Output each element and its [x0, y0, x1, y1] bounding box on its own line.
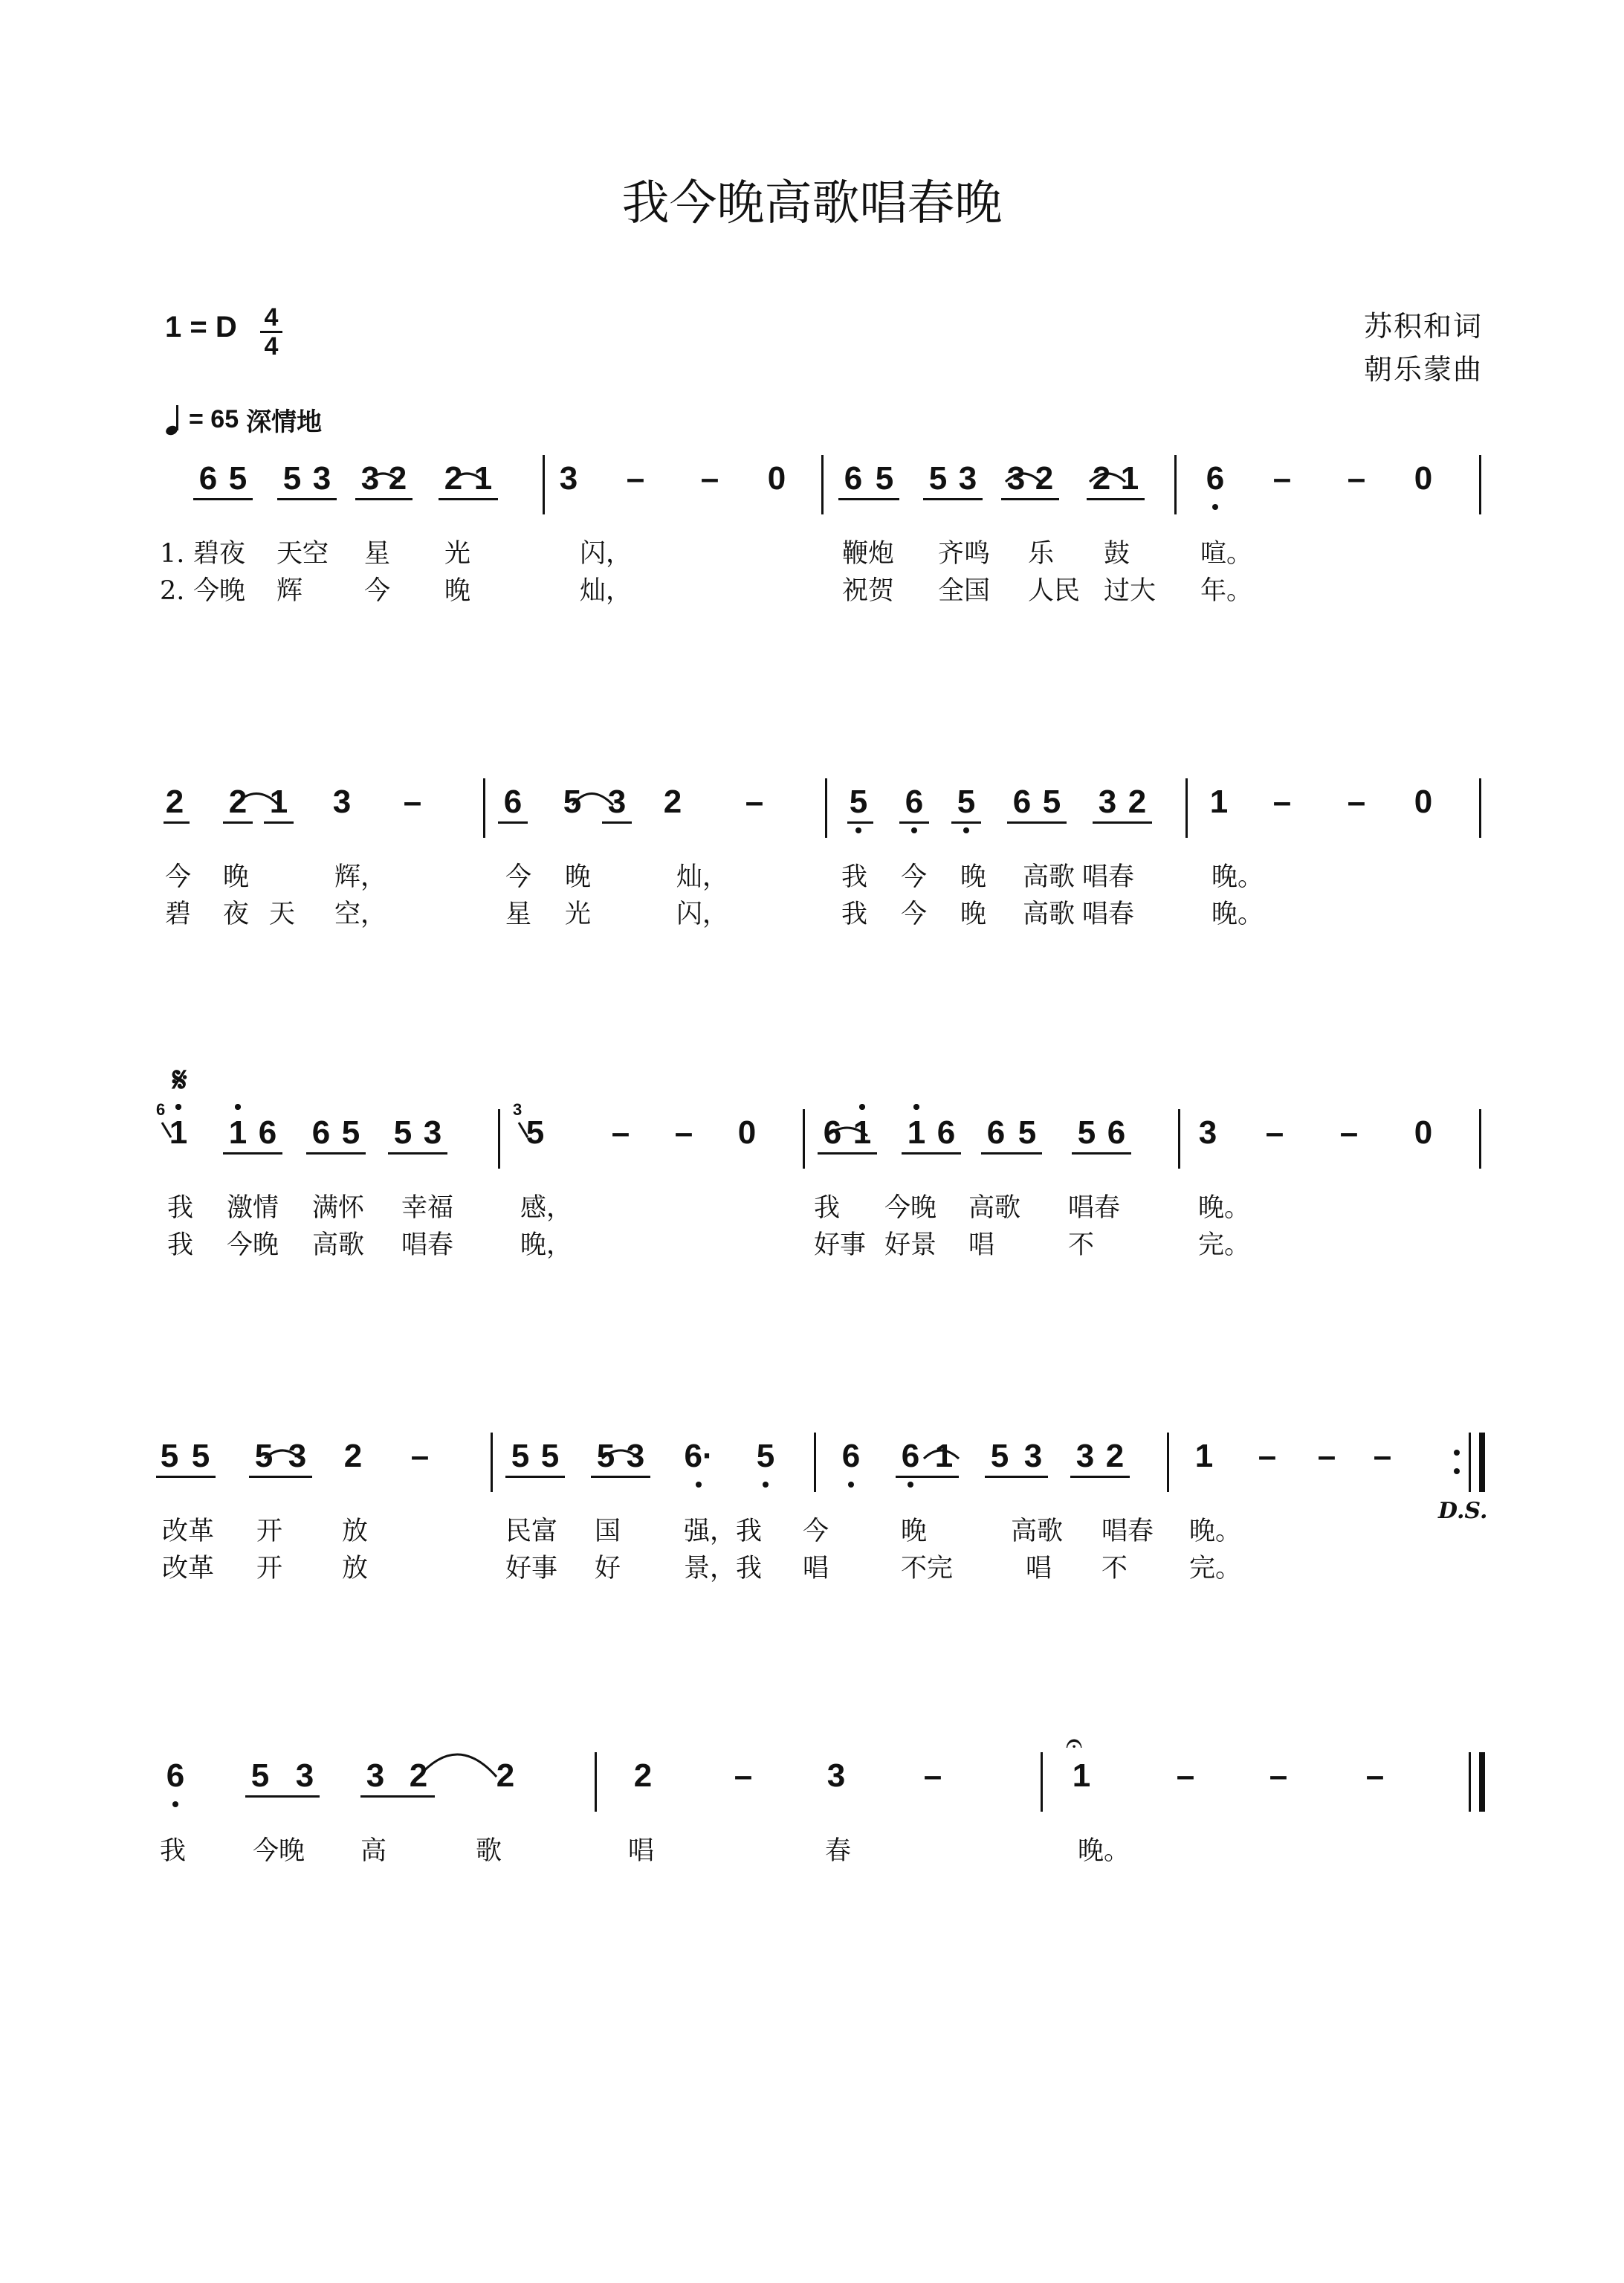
lyric-verse-2: 晚， — [520, 1230, 573, 1260]
lyric-verse-1: 春 — [825, 1836, 852, 1866]
lyric-verse-1: 放 — [342, 1517, 369, 1546]
note: 3 — [1098, 784, 1117, 820]
lyric-verse-1: 鞭炮 — [842, 539, 895, 569]
note: 0 — [737, 1114, 757, 1151]
note: 0 — [1414, 1114, 1433, 1151]
note: 3 — [288, 1438, 307, 1474]
lyric-verse-1: 晚。 — [1078, 1836, 1130, 1866]
sustain-dash: – — [1347, 460, 1366, 497]
lyric-verse-2: 晚。 — [1211, 900, 1264, 929]
lyric-verse-2: 不 — [1101, 1554, 1128, 1583]
lyric-verse-1: 开 — [256, 1517, 283, 1546]
lyric-verse-2: 人民 — [1028, 576, 1081, 606]
sustain-dash: – — [626, 460, 645, 497]
lyric-verse-1: 改革 — [162, 1517, 215, 1546]
lyric-verse-1: 今晚 — [884, 1193, 937, 1223]
note: 6 — [166, 1757, 185, 1794]
lyric-verse-2: 唱 — [1026, 1554, 1052, 1583]
lyric-verse-1: 晚 — [960, 862, 987, 892]
lyric-verse-1: 星 — [364, 539, 391, 569]
note: 5 — [341, 1114, 360, 1151]
note: 3 — [1198, 1114, 1217, 1151]
lyric-verse-1: 我 — [841, 862, 868, 892]
note: 1 — [1120, 460, 1139, 497]
lyric-verse-2: 高歌 — [312, 1230, 365, 1260]
lyric-verse-1: 晚。 — [1211, 862, 1264, 892]
lyric-verse-2: 今 — [364, 576, 391, 606]
lyric-verse-1: 唱春 — [1068, 1193, 1121, 1223]
note: 1 — [269, 784, 288, 820]
note: 3 — [826, 1757, 846, 1794]
note: 3 — [1006, 460, 1026, 497]
sustain-dash: – — [923, 1757, 942, 1794]
lyric-verse-2: 高歌 — [1023, 900, 1075, 929]
note: 1 — [169, 1114, 188, 1151]
sustain-dash: – — [1258, 1438, 1277, 1474]
lyric-verse-2: 2. — [160, 576, 185, 606]
lyric-verse-1: 民富 — [505, 1517, 558, 1546]
lyric-verse-2: 我 — [841, 900, 868, 929]
lyric-verse-2: 景，我 — [684, 1554, 763, 1583]
note: 6 — [258, 1114, 277, 1151]
lyric-verse-2: 晚 — [444, 576, 471, 606]
note: 1 — [473, 460, 493, 497]
note: 5 — [957, 784, 976, 820]
lyric-verse-1: 我 — [814, 1193, 841, 1223]
note: 3 — [1023, 1438, 1043, 1474]
lyric-verse-2: 完。 — [1198, 1230, 1251, 1260]
note: 6 — [986, 1114, 1006, 1151]
note: 5 — [254, 1438, 274, 1474]
note: 5 — [393, 1114, 413, 1151]
time-signature-bottom: 4 — [264, 332, 279, 361]
lyric-verse-1: 今 — [165, 862, 192, 892]
lyric-verse-1: 1. — [160, 539, 185, 569]
note: 3 — [295, 1757, 314, 1794]
note: 6 — [1107, 1114, 1126, 1151]
lyric-verse-1: 感， — [520, 1193, 573, 1223]
note: 5 — [990, 1438, 1009, 1474]
note: 6 — [905, 784, 924, 820]
note: 3 — [559, 460, 578, 497]
note: 3 — [423, 1114, 442, 1151]
lyric-verse-2: 唱春 — [401, 1230, 454, 1260]
lyric-verse-1: 高 — [360, 1836, 387, 1866]
note: 2 — [409, 1757, 428, 1794]
lyric-verse-2: 唱 — [968, 1230, 995, 1260]
lyric-verse-2: 今 — [901, 900, 928, 929]
lyric-verse-1: 喧。 — [1200, 539, 1253, 569]
note: 5 — [511, 1438, 530, 1474]
lyric-verse-2: 全国 — [938, 576, 991, 606]
note: 6 — [841, 1438, 861, 1474]
lyric-verse-2: 晚 — [960, 900, 987, 929]
lyric-verse-1: 闪， — [580, 539, 633, 569]
lyric-verse-1: 高歌 — [1023, 862, 1075, 892]
lyric-verse-2: 今晚 — [193, 576, 246, 606]
lyric-verse-1: 高歌 — [968, 1193, 1021, 1223]
lyric-verse-1: 今 — [505, 862, 532, 892]
sustain-dash: – — [1317, 1438, 1336, 1474]
ds-marking: D.S. — [1438, 1498, 1488, 1524]
lyric-verse-1: 今 — [803, 1517, 829, 1546]
note: 3 — [312, 460, 331, 497]
lyric-verse-2: 我 — [167, 1230, 194, 1260]
note: 2 — [496, 1757, 515, 1794]
lyric-verse-1: 今晚 — [253, 1836, 305, 1866]
note: 1 — [907, 1114, 926, 1151]
note: 1 — [934, 1438, 954, 1474]
note: 6 — [901, 1438, 920, 1474]
lyric-verse-2: 放 — [342, 1554, 369, 1583]
note: 5 — [849, 784, 868, 820]
lyric-verse-1: 齐鸣 — [938, 539, 991, 569]
note: 0 — [1414, 784, 1433, 820]
lyric-verse-1: 满怀 — [312, 1193, 365, 1223]
note: 2 — [1035, 460, 1054, 497]
sustain-dash: – — [410, 1438, 430, 1474]
lyric-verse-2: 夜 — [223, 900, 250, 929]
fermata-icon: 𝄐 — [1066, 1726, 1083, 1760]
lyric-verse-2: 好事 — [505, 1554, 558, 1583]
sustain-dash: – — [1269, 1757, 1288, 1794]
note: 3 — [607, 784, 627, 820]
note: 2 — [1128, 784, 1147, 820]
lyric-verse-2: 今晚 — [227, 1230, 279, 1260]
lyric-verse-1: 歌 — [476, 1836, 502, 1866]
note: 1 — [228, 1114, 248, 1151]
sustain-dash: – — [611, 1114, 630, 1151]
lyric-verse-1: 乐 — [1028, 539, 1055, 569]
note: 0 — [1414, 460, 1433, 497]
note: 2 — [165, 784, 184, 820]
lyric-verse-1: 强，我 — [684, 1517, 763, 1546]
lyric-verse-2: 空， — [334, 900, 387, 929]
sustain-dash: – — [1339, 1114, 1359, 1151]
note: 6 — [1206, 460, 1225, 497]
note: 2 — [1105, 1438, 1125, 1474]
lyric-verse-2: 开 — [256, 1554, 283, 1583]
note: 1 — [1194, 1438, 1214, 1474]
lyric-verse-1: 国 — [595, 1517, 621, 1546]
lyric-verse-1: 灿， — [676, 862, 729, 892]
note: 5 — [540, 1438, 560, 1474]
note: 5 — [525, 1114, 545, 1151]
note: 6 — [198, 460, 218, 497]
lyric-verse-1: 光 — [444, 539, 471, 569]
note: 1 — [1209, 784, 1229, 820]
note: 6 — [844, 460, 863, 497]
note: 5 — [1018, 1114, 1037, 1151]
note: 1 — [1072, 1757, 1091, 1794]
lyric-verse-2: 天 — [269, 900, 296, 929]
lyric-verse-1: 辉， — [334, 862, 387, 892]
key-signature: 1 = D — [165, 311, 237, 343]
sustain-dash: – — [1347, 784, 1366, 820]
tempo-value: = 65 — [189, 405, 239, 433]
lyric-verse-1: 唱 — [628, 1836, 655, 1866]
segno-icon: 𝄋 — [172, 1059, 187, 1099]
lyric-verse-1: 幸福 — [401, 1193, 454, 1223]
note: 3 — [360, 460, 380, 497]
lyric-verse-2: 闪， — [676, 900, 729, 929]
lyric-verse-2: 星 — [505, 900, 532, 929]
note: 3 — [958, 460, 977, 497]
sustain-dash: – — [1265, 1114, 1284, 1151]
lyric-verse-2: 完。 — [1189, 1554, 1242, 1583]
lyric-verse-1: 晚。 — [1198, 1193, 1251, 1223]
note: 6 — [503, 784, 523, 820]
sustain-dash: – — [403, 784, 422, 820]
lyric-verse-1: 晚 — [223, 862, 250, 892]
lyricist-credit: 苏积和词 — [1363, 310, 1483, 343]
note: 5 — [756, 1438, 775, 1474]
sustain-dash: – — [1176, 1757, 1195, 1794]
lyric-verse-2: 辉 — [276, 576, 303, 606]
lyric-verse-1: 激情 — [227, 1193, 279, 1223]
sustain-dash: – — [674, 1114, 693, 1151]
sustain-dash: – — [1272, 784, 1292, 820]
lyric-verse-1: 晚 — [901, 1517, 928, 1546]
sustain-dash: – — [734, 1757, 753, 1794]
lyric-verse-2: 祝贺 — [842, 576, 895, 606]
composer-credit: 朝乐蒙曲 — [1363, 353, 1483, 386]
note: 2 — [633, 1757, 653, 1794]
lyric-verse-1: 天空 — [276, 539, 329, 569]
note: 3 — [1075, 1438, 1095, 1474]
note: 2 — [388, 460, 407, 497]
note: 5 — [1042, 784, 1061, 820]
grace-note-2: 3 — [513, 1100, 523, 1119]
lyric-verse-2: 碧 — [165, 900, 192, 929]
sustain-dash: – — [1373, 1438, 1392, 1474]
lyric-verse-1: 晚 — [565, 862, 592, 892]
lyric-verse-2: 唱 — [803, 1554, 829, 1583]
lyric-verse-2: 改革 — [162, 1554, 215, 1583]
note: 6 — [936, 1114, 956, 1151]
note: 5 — [191, 1438, 210, 1474]
note: 3 — [626, 1438, 645, 1474]
lyric-verse-1: 高歌 — [1011, 1517, 1064, 1546]
lyric-verse-1: 我 — [167, 1193, 194, 1223]
note: 2 — [343, 1438, 363, 1474]
lyric-verse-1: 晚。 — [1189, 1517, 1242, 1546]
note: 0 — [767, 460, 786, 497]
lyric-verse-2: 过大 — [1104, 576, 1156, 606]
note: 5 — [1077, 1114, 1096, 1151]
note: 5 — [875, 460, 894, 497]
lyric-verse-2: 光 — [565, 900, 592, 929]
lyric-verse-2: 灿， — [580, 576, 633, 606]
lyric-verse-2: 好事 — [814, 1230, 867, 1260]
note: 5 — [596, 1438, 615, 1474]
time-signature-top: 4 — [264, 303, 279, 332]
note: 2 — [444, 460, 463, 497]
page-title: 我今晚高歌唱春晚 — [621, 176, 1003, 231]
sustain-dash: – — [700, 460, 719, 497]
lyric-verse-2: 不 — [1068, 1230, 1095, 1260]
lyric-verse-2: 不完 — [901, 1554, 954, 1583]
lyric-verse-1: 唱春 — [1101, 1517, 1154, 1546]
note: 3 — [366, 1757, 385, 1794]
note: 5 — [282, 460, 302, 497]
note: 5 — [228, 460, 248, 497]
note: 3 — [332, 784, 352, 820]
note: 6 — [823, 1114, 842, 1151]
note: 6 — [1012, 784, 1032, 820]
note: 2 — [228, 784, 248, 820]
note: 2 — [663, 784, 682, 820]
lyric-verse-2: 好 — [595, 1554, 621, 1583]
lyric-verse-2: 好景 — [884, 1230, 937, 1260]
note: 6· — [684, 1438, 714, 1474]
grace-note-1: 6 — [156, 1100, 166, 1119]
note: 6 — [311, 1114, 331, 1151]
sustain-dash: – — [1272, 460, 1292, 497]
lyric-verse-2: 年。 — [1200, 576, 1253, 606]
note: 1 — [853, 1114, 872, 1151]
note: 5 — [250, 1757, 270, 1794]
lyric-verse-1: 我 — [160, 1836, 187, 1866]
tempo-expression: 深情地 — [246, 408, 323, 436]
lyric-verse-1: 碧夜 — [193, 539, 246, 569]
lyric-verse-1: 鼓 — [1104, 539, 1130, 569]
note: 5 — [928, 460, 948, 497]
lyric-verse-2: 唱春 — [1082, 900, 1135, 929]
note: 2 — [1092, 460, 1111, 497]
note: 5 — [563, 784, 582, 820]
sustain-dash: – — [745, 784, 764, 820]
lyric-verse-1: 今 — [901, 862, 928, 892]
lyric-verse-1: 唱春 — [1082, 862, 1135, 892]
sustain-dash: – — [1365, 1757, 1385, 1794]
note: 5 — [160, 1438, 179, 1474]
